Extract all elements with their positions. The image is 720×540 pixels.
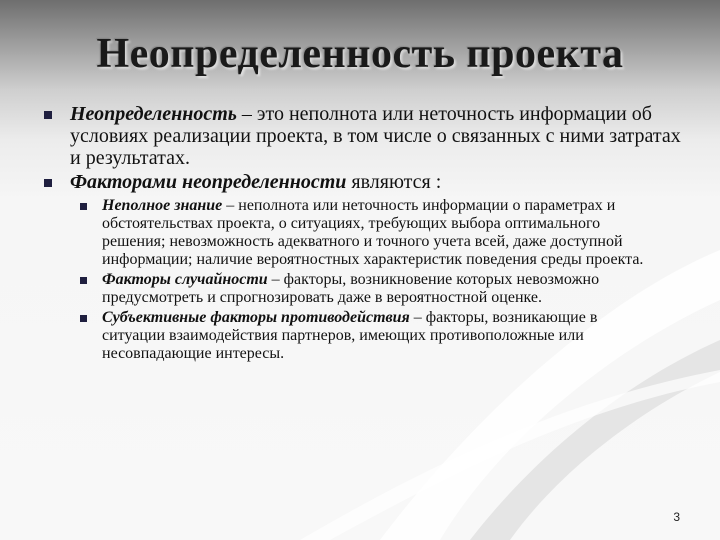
bullet-term: Неопределенность xyxy=(70,103,237,125)
sub-bullet-text: – неполнота или неточность информации о параметрах и обстоятельствах проекта, о ситуациях, требующих выбора оптимального решения; невозможность адекватного и точного учета всей, даже доступной информации; наличие вероятностных характеристик поведения среды проекта. xyxy=(102,197,644,268)
page-number: 3 xyxy=(673,510,680,524)
sub-bullet-text: – факторы, возникающие в ситуации взаимодействия партнеров, имеющих противоположные или несовпадающие интересы. xyxy=(102,309,598,362)
square-bullet-icon xyxy=(80,277,87,284)
sub-bullet-text: – факторы, возникновение которых невозможно предусмотреть и спрогнозировать даже в вероятностной оценке. xyxy=(102,271,600,306)
sub-bullet-list xyxy=(80,197,648,363)
bullet-definition xyxy=(44,103,684,169)
sub-bullet-term: Субъективные факторы противодействия xyxy=(102,309,410,326)
bullet-text: являются : xyxy=(346,171,442,193)
square-bullet-icon xyxy=(44,111,52,119)
bullet-factors xyxy=(44,171,684,193)
sub-bullet-randomness xyxy=(80,271,648,307)
sub-bullet-term: Факторы случайности xyxy=(102,271,268,288)
bullet-text: – это неполнота или неточность информации об условиях реализации проекта, в том числе о связанных с ними затратах и результатах. xyxy=(70,103,681,169)
square-bullet-icon xyxy=(80,315,87,322)
slide-title: Неопределенность проекта xyxy=(96,31,624,77)
square-bullet-icon xyxy=(80,203,87,210)
sub-bullet-incomplete-knowledge xyxy=(80,197,648,269)
square-bullet-icon xyxy=(44,179,52,187)
bullet-term: Факторами неопределенности xyxy=(70,171,347,193)
sub-bullet-term: Неполное знание xyxy=(102,197,223,214)
sub-bullet-subjective-factors xyxy=(80,309,648,363)
slide-content xyxy=(44,103,684,365)
